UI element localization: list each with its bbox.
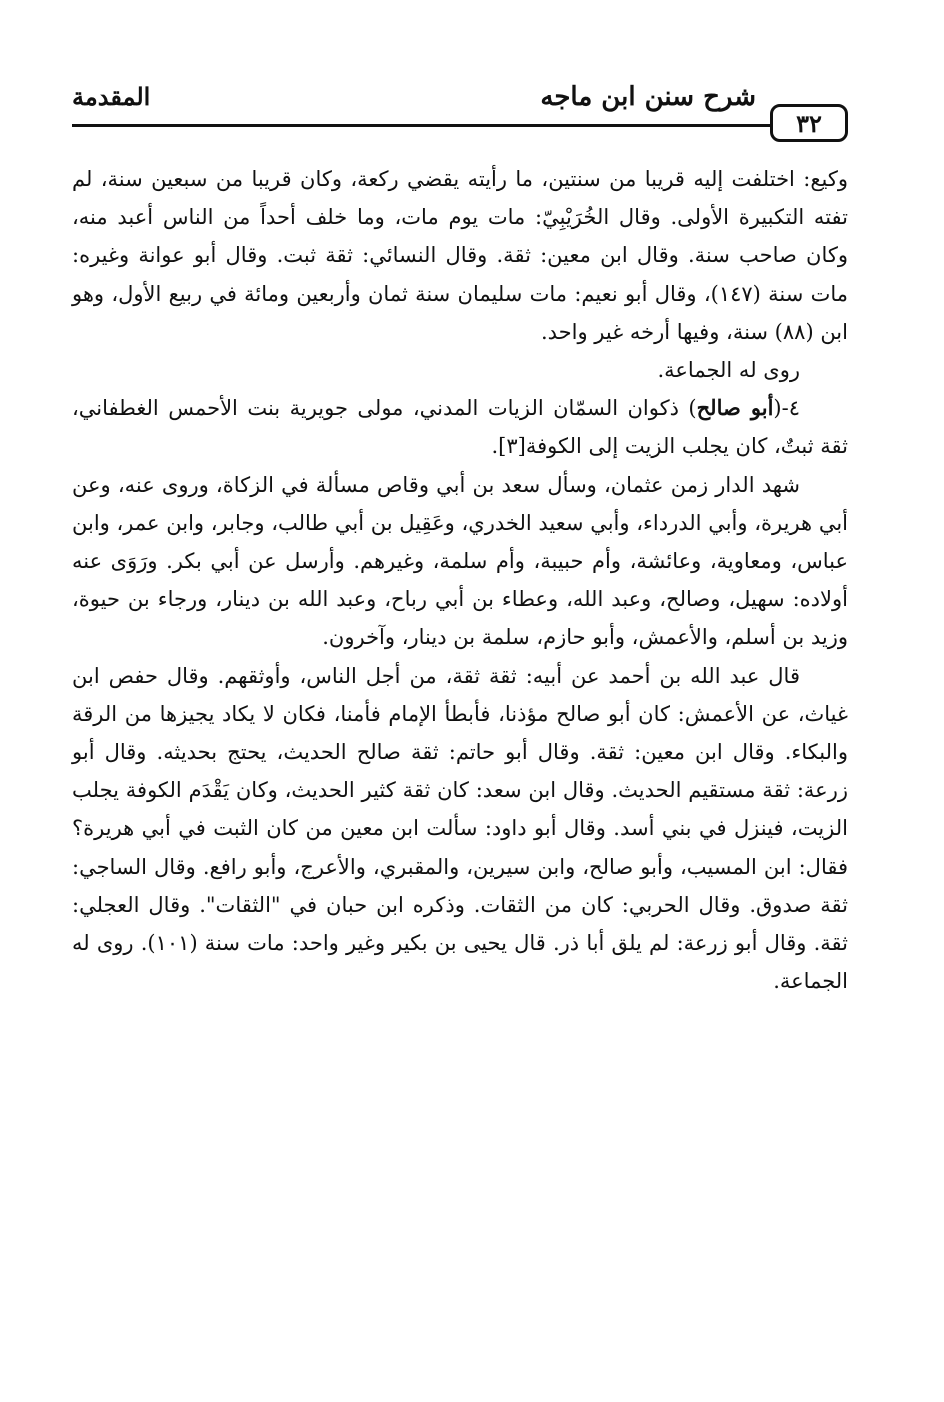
entry-text: ) ذكوان السمّان الزيات المدني، مولى جويرية بنت الأحمس الغطفاني، ثقة ثبتٌ، كان يجلب الزيت إلى الكوفة[٣]. <box>72 396 848 459</box>
paragraph-3-entry <box>72 389 848 465</box>
paragraph-1: وكيع: اختلفت إليه قريبا من سنتين، ما رأيته يقضي ركعة، وكان قريبا من سبعين سنة، لم تفته التكبيرة الأولى. وقال الخُرَيْبِيّ: مات يوم مات، وما خلف أحداً من الناس أعبد منه، وكان صاحب سنة. وقال ابن معين: ثقة. وقال النسائي: ثقة ثبت. وقال أبو عوانة وغيره: مات سنة (١٤٧)، وقال أبو نعيم: مات سليمان سنة ثمان وأربعين ومائة في ربيع الأول، وهو ابن (٨٨) سنة، وفيها أرخه غير واحد. <box>72 167 849 344</box>
entry-prefix: ٤-( <box>773 396 800 421</box>
entry-name: أبو صالح <box>696 395 774 421</box>
paragraph-2: روى له الجماعة. <box>657 358 800 383</box>
body-text <box>72 160 848 1000</box>
paragraph-4: شهد الدار زمن عثمان، وسأل سعد بن أبي وقاص مسألة في الزكاة، وروى عنه، وعن أبي هريرة، وأبي الدرداء، وأبي سعيد الخدري، وعَقِيل بن أبي طالب، وجابر، وابن عمر، وابن عباس، ومعاوية، وعائشة، وأم حبيبة، وأم سلمة، وغيرهم. وأرسل عن أبي بكر. ورَوَى عنه أولاده: سهيل، وصالح، وعبد الله، وعطاء بن أبي رباح، وعبد الله بن دينار، ورجاء بن حيوة، وزيد بن أسلم، والأعمش، وأبو حازم، سلمة بن دينار، وآخرون. <box>72 472 848 650</box>
book-title: شرح سنن ابن ماجه <box>540 82 756 112</box>
page-number: ٣٢ <box>796 108 822 138</box>
page-header <box>72 82 848 152</box>
section-title: المقدمة <box>72 82 151 111</box>
page-number-box <box>770 104 848 142</box>
paragraph-5: قال عبد الله بن أحمد عن أبيه: ثقة ثقة، من أجل الناس، وأوثقهم. وقال حفص ابن غياث، عن الأعمش: كان أبو صالح مؤذنا، فأبطأ الإمام فأمنا، فكان لا يكاد يجيزها من الرقة والبكاء. وقال ابن معين: ثقة. وقال أبو حاتم: ثقة صالح الحديث، يحتج بحديثه. وقال أبو زرعة: ثقة مستقيم الحديث. وقال ابن سعد: كان ثقة كثير الحديث، وكان يَقْدَم الكوفة يجلب الزيت، فينزل في بني أسد. وقال أبو داود: سألت ابن معين من كان الثبت في أبي هريرة؟ فقال: ابن المسيب، وأبو صالح، وابن سيرين، والمقبري، والأعرج، وأبو رافع. وقال الساجي: ثقة صدوق. وقال الحربي: كان من الثقات. وذكره ابن حبان في "الثقات". وقال العجلي: ثقة. وقال أبو زرعة: لم يلق أبا ذر. قال يحيى بن بكير وغير واحد: مات سنة (١٠١). روى له الجماعة. <box>72 663 848 994</box>
header-rule <box>72 124 770 127</box>
